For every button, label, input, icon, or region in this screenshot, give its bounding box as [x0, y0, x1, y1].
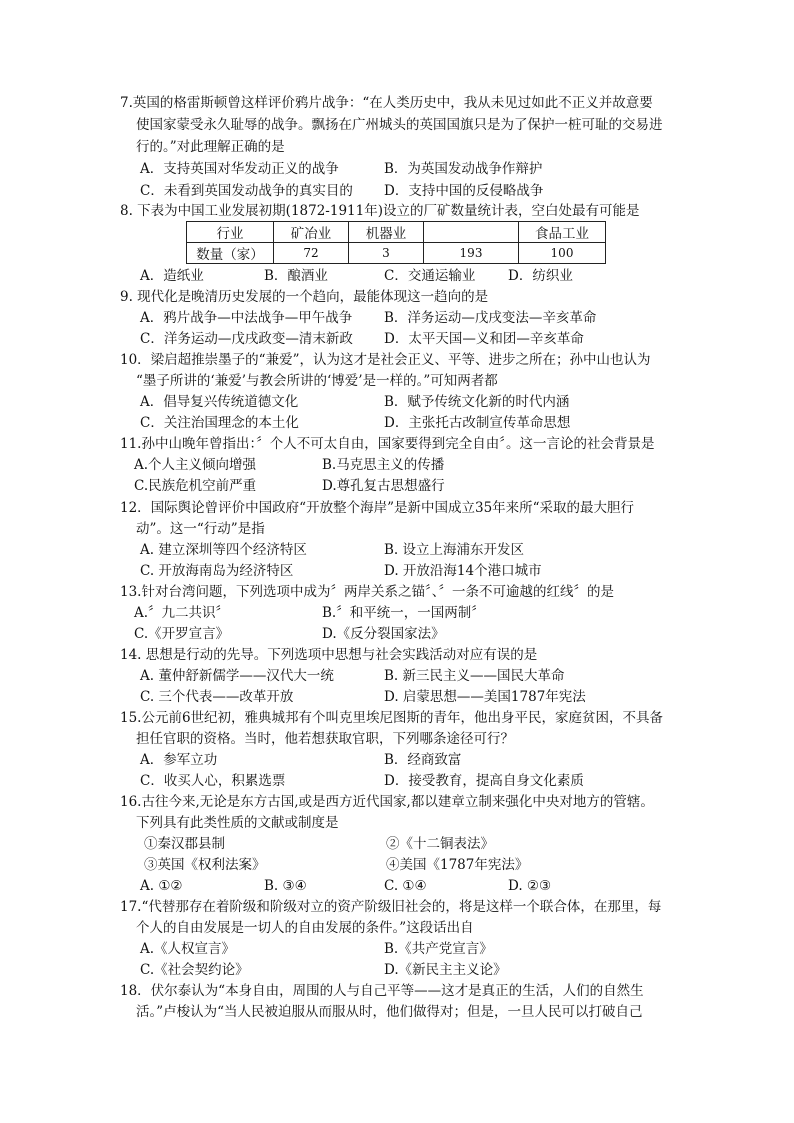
table-header-cell: 行业 [187, 222, 274, 243]
q8-option-b[interactable]: B．酿酒业 [264, 268, 328, 284]
q11-option-c[interactable]: C.民族危机空前严重 [134, 478, 257, 494]
q14-option-d[interactable]: D. 启蒙思想——美国1787年宪法 [384, 689, 586, 705]
q7-option-d[interactable]: D．支持中国的反侵略战争 [384, 183, 544, 199]
q18-stem-line-2: 活。”卢梭认为“当人民被迫服从而服从时，他们做得对；但是，一旦人民可以打破自己 [136, 1004, 643, 1020]
q17-option-a[interactable]: A.《人权宣言》 [140, 941, 236, 957]
q16-option-b[interactable]: B. ③④ [264, 878, 307, 894]
q7-stem-line-2: 使国家蒙受永久耻辱的战争。飘扬在广州城头的英国国旗只是为了保护一桩可耻的交易进 [136, 117, 663, 133]
q16-stem-line-2: 下列具有此类性质的文献或制度是 [136, 815, 339, 831]
q9-option-b[interactable]: B．洋务运动—戊戌变法—辛亥革命 [384, 310, 597, 326]
q14-option-c[interactable]: C. 三个代表——改革开放 [140, 689, 294, 705]
q7-option-a[interactable]: A．支持英国对华发动正义的战争 [140, 161, 339, 177]
q12-option-a[interactable]: A. 建立深圳等四个经济特区 [140, 542, 307, 558]
q16-item-2: ②《十二铜表法》 [386, 836, 494, 852]
table-header-cell: 食品工业 [519, 222, 606, 243]
q12-option-d[interactable]: D. 开放沿海14个港口城市 [384, 563, 542, 579]
table-header-cell: 机器业 [349, 222, 424, 243]
q12-stem-line-1: 12．国际舆论曾评价中国政府“开放整个海岸”是新中国成立35年来所“采取的最大胆行 [120, 500, 635, 516]
q15-option-d[interactable]: D．接受教育，提高自身文化素质 [384, 773, 584, 789]
q14-option-a[interactable]: A. 董仲舒新儒学——汉代大一统 [140, 668, 334, 684]
q18-stem-line-1: 18．伏尔泰认为“本身自由，周围的人与自己平等——这才是真正的生活，人们的自然生 [120, 983, 644, 999]
q15-stem-line-2: 担任官职的资格。当时，他若想获取官职，下列哪条途径可行？ [136, 731, 514, 747]
q13-stem-line-1: 13.针对台湾问题，下列选项中成为〞两岸关系之锚〞、〞一条不可逾越的红线〞的是 [120, 584, 614, 600]
factory-statistics-table [186, 221, 606, 264]
q16-option-c[interactable]: C. ①④ [384, 878, 427, 894]
table-cell: 100 [519, 243, 606, 264]
q11-option-a[interactable]: A.个人主义倾向增强 [134, 457, 257, 473]
table-row [187, 243, 606, 264]
q10-stem-line-2: “墨子所讲的‘兼爱’与教会所讲的‘博爱’是一样的。”可知两者都 [136, 373, 498, 389]
q16-item-3: ③英国《权利法案》 [144, 857, 266, 873]
q12-stem-line-2: 动”。这一“行动”是指 [136, 521, 265, 537]
q9-option-c[interactable]: C．洋务运动—戊戌政变—清末新政 [140, 331, 353, 347]
q9-option-a[interactable]: A．鸦片战争—中法战争—甲午战争 [140, 310, 353, 326]
q13-option-a[interactable]: A.〞九二共识〞 [134, 605, 230, 621]
q15-option-c[interactable]: C．收买人心，积累选票 [140, 773, 286, 789]
q10-option-c[interactable]: C．关注治国理念的本土化 [140, 415, 299, 431]
q16-item-4: ④美国《1787年宪法》 [386, 857, 529, 873]
table-header-cell: 矿冶业 [274, 222, 349, 243]
q16-option-d[interactable]: D. ②③ [508, 878, 552, 894]
q17-option-c[interactable]: C.《社会契约论》 [140, 962, 249, 978]
q8-stem-line-1: 8. 下表为中国工业发展初期(1872-1911年)设立的厂矿数量统计表，空白处最有可能是 [120, 203, 640, 219]
q7-stem-line-1: 7.英国的格雷斯顿曾这样评价鸦片战争：“在人类历史中，我从未见过如此不正义并故意要 [120, 95, 653, 111]
q7-option-c[interactable]: C．未看到英国发动战争的真实目的 [140, 183, 353, 199]
table-cell: 72 [274, 243, 349, 264]
q17-option-b[interactable]: B.《共产党宣言》 [384, 941, 493, 957]
q11-option-b[interactable]: B.马克思主义的传播 [322, 457, 445, 473]
table-cell: 3 [349, 243, 424, 264]
q9-stem-line-1: 9. 现代化是晚清历史发展的一个趋向，最能体现这一趋向的是 [120, 289, 489, 305]
q13-option-b[interactable]: B.〞和平统一，一国两制〞 [322, 605, 485, 621]
q15-option-a[interactable]: A．参军立功 [140, 752, 218, 768]
q8-option-a[interactable]: A．造纸业 [140, 268, 204, 284]
q7-option-b[interactable]: B．为英国发动战争作辩护 [384, 161, 543, 177]
q15-option-b[interactable]: B．经商致富 [384, 752, 462, 768]
q13-option-c[interactable]: C.《开罗宣言》 [134, 626, 230, 642]
q8-option-c[interactable]: C．交通运输业 [384, 268, 476, 284]
q16-stem-line-1: 16.古往今来,无论是东方古国,或是西方近代国家,都以建章立制来强化中央对地方的管辖。 [120, 794, 654, 810]
q10-option-b[interactable]: B．赋予传统文化新的时代内涵 [384, 394, 570, 410]
table-cell: 数量（家） [187, 243, 274, 264]
q17-stem-line-1: 17.“代替那存在着阶级和阶级对立的资产阶级旧社会的，将是这样一个联合体，在那里，每 [120, 899, 662, 915]
q14-option-b[interactable]: B. 新三民主义——国民大革命 [384, 668, 565, 684]
table-header-blank-cell [424, 222, 519, 243]
q10-option-a[interactable]: A．倡导复兴传统道德文化 [140, 394, 299, 410]
q12-option-c[interactable]: C. 开放海南岛为经济特区 [140, 563, 294, 579]
q17-stem-line-2: 个人的自由发展是一切人的自由发展的条件。”这段话出自 [136, 920, 474, 936]
q14-stem-line-1: 14. 思想是行动的先导。下列选项中思想与社会实践活动对应有误的是 [120, 647, 538, 663]
q15-stem-line-1: 15.公元前6世纪初，雅典城邦有个叫克里埃尼图斯的青年，他出身平民，家庭贫困，不具备 [120, 710, 664, 726]
q9-option-d[interactable]: D．太平天国—义和团—辛亥革命 [384, 331, 584, 347]
q7-stem-line-3: 行的。”对此理解正确的是 [136, 139, 285, 155]
q13-option-d[interactable]: D.《反分裂国家法》 [322, 626, 445, 642]
q17-option-d[interactable]: D.《新民主主义论》 [384, 962, 507, 978]
q10-stem-line-1: 10．梁启超推崇墨子的“兼爱”，认为这才是社会正义、平等、进步之所在；孙中山也认为 [120, 352, 651, 368]
q11-stem-line-1: 11.孙中山晚年曾指出：〞个人不可太自由，国家要得到完全自由〞。这一言论的社会背景是 [120, 436, 655, 452]
q8-option-d[interactable]: D．纺织业 [508, 268, 573, 284]
table-cell: 193 [424, 243, 519, 264]
q16-item-1: ①秦汉郡县制 [144, 836, 225, 852]
table-header-row [187, 222, 606, 243]
q11-option-d[interactable]: D.尊孔复古思想盛行 [322, 478, 445, 494]
q10-option-d[interactable]: D．主张托古改制宣传革命思想 [384, 415, 571, 431]
q16-option-a[interactable]: A. ①② [140, 878, 183, 894]
q12-option-b[interactable]: B. 设立上海浦东开发区 [384, 542, 525, 558]
